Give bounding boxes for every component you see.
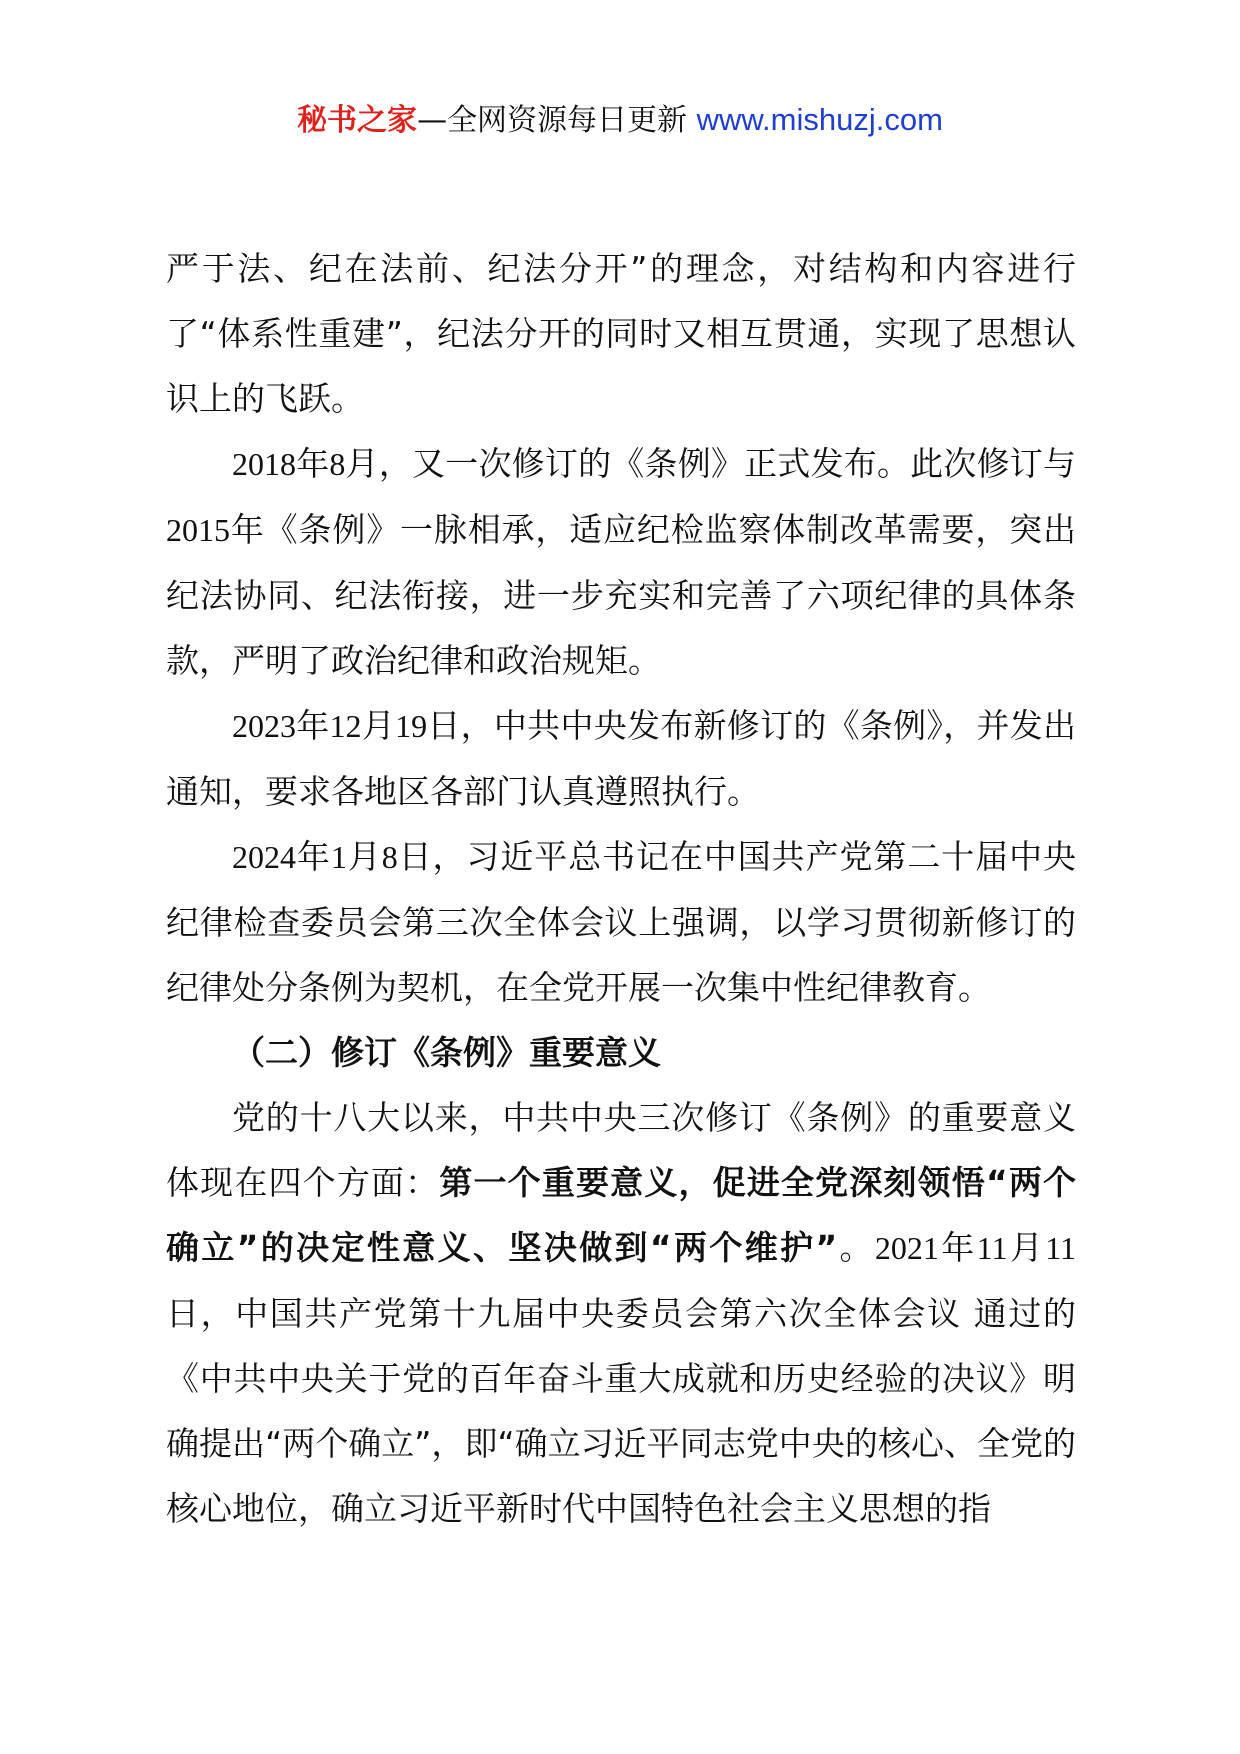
paragraph-significance: 党的十八大以来，中共中央三次修订《条例》的重要意义体现在四个方面：第一个重要意义，促进全党深刻领悟“两个确立”的决定性意义、坚决做到“两个维护”。2021年11月11日，中国共产党第十九届中央委员会第六次全体会议 通过的《中共中央关于党的百年奋斗重大成就和历史经验的决议》明确提出“两个确立”，即“确立习近平同志党中央的核心、全党的核心地位，确立习近平新时代中国特色社会主义思想的指	[166, 1098, 1077, 1528]
paragraph-2023-revision: 2023年12月19日，中共中央发布新修订的《条例》，并发出通知，要求各地区各部门认真遵照执行。	[166, 706, 1077, 811]
header-tagline: —全网资源每日更新	[417, 103, 697, 138]
site-url[interactable]: www.mishuzj.com	[696, 102, 943, 137]
paragraph-continuation: 严于法、纪在法前、纪法分开”的理念，对结构和内容进行了“体系性重建”，纪法分开的同时又相互贯通，实现了思想认识上的飞跃。	[166, 249, 1076, 418]
document-body	[166, 236, 1076, 1541]
site-header	[0, 100, 1240, 141]
brand-name: 秘书之家	[297, 103, 418, 138]
paragraph-2024-speech: 2024年1月8日，习近平总书记在中国共产党第二十届中央纪律检查委员会第三次全体会议上强调，以学习贯彻新修订的纪律处分条例为契机，在全党开展一次集中性纪律教育。	[166, 837, 1077, 1007]
paragraph-2018-revision: 2018年8月，又一次修订的《条例》正式发布。此次修订与2015年《条例》一脉相承，适应纪检监察体制改革需要，突出纪法协同、纪法衔接，进一步充实和完善了六项纪律的具体条款，严明了政治纪律和政治规矩。	[166, 444, 1077, 680]
bold-emphasis: 第一个重要意义，促进全党深刻领悟“两个确立”的决定性意义、坚决做到“两个维护”	[166, 1163, 1076, 1267]
section-heading: （二）修订《条例》重要意义	[232, 1033, 661, 1072]
